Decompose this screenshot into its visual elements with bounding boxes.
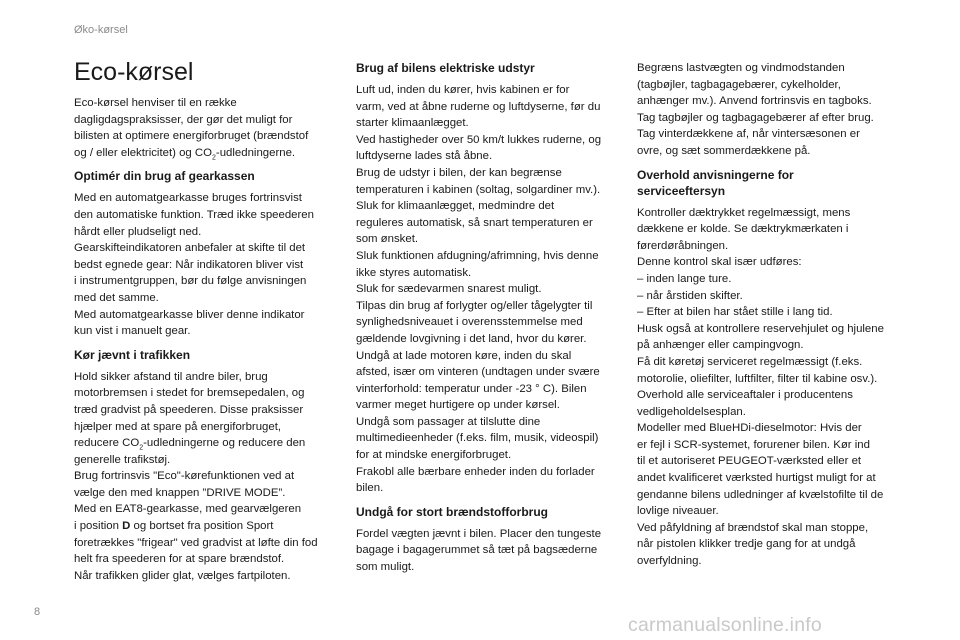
text-line: luftdyserne lades stå åbne. xyxy=(356,150,493,163)
text-line: andet kvalificeret værksted hurtigst muligt for at xyxy=(637,472,876,485)
text-line: som ønsket. xyxy=(356,233,419,246)
text-line: multimedieenheder (f.eks. film, musik, videospil) xyxy=(356,432,599,445)
text-line: ikke styres automatisk. xyxy=(356,266,472,279)
text-line: Modeller med BlueHDi-dieselmotor: Hvis der xyxy=(637,422,862,435)
gearbox-paragraph xyxy=(74,190,336,339)
text-line: helt fra speederen for at spare brændstof. xyxy=(74,553,285,566)
text-line: bilen. xyxy=(356,482,384,495)
text-line: som muligt. xyxy=(356,561,415,574)
text-line: vælge den med knappen ”DRIVE MODE”. xyxy=(74,486,286,499)
page-title: Eco-kørsel xyxy=(74,58,194,86)
section-heading-fuel: Undgå for stort brændstofforbrug xyxy=(356,504,548,519)
text-line: med det samme. xyxy=(74,291,159,304)
text-line: (tagbøjler, tagbagagebærer, cykelholder, xyxy=(637,78,841,91)
text-line: hjælper med at spare på energiforbruget, xyxy=(74,420,282,433)
text-line: vinterforhold: temperatur under -23 ° C). Bilen xyxy=(356,382,587,395)
text-line: overfyldning. xyxy=(637,555,702,568)
text-line: motorolie, oliefilter, luftfilter, filter til kabine osv.). xyxy=(637,372,878,385)
watermark: carmanualsonline.info xyxy=(628,614,822,636)
text-line: Denne kontrol skal især udføres: xyxy=(637,256,802,269)
text-line: træd gradvist på speederen. Disse praksisser xyxy=(74,403,304,416)
text-line: generelle trafikstøj. xyxy=(74,453,171,466)
column-1 xyxy=(74,58,336,584)
text-line: Sluk funktionen afdugning/afrimning, hvis denne xyxy=(356,249,599,262)
text-line: lovlige niveauer. xyxy=(637,505,719,518)
text-line: vedligeholdelsesplan. xyxy=(637,405,746,418)
text-line: anhænger mv.). Anvend fortrinsvis en tagboks. xyxy=(637,95,872,108)
text-line: – Efter at bilen har stået stille i lang tid. xyxy=(637,306,833,319)
text-line: Tag vinterdækkene af, når vintersæsonen er xyxy=(637,128,860,141)
text-line: – når årstiden skifter. xyxy=(637,289,743,302)
text-line: synlighedsniveauet i overensstemmelse med xyxy=(356,316,583,329)
text-line: Sluk for sædevarmen snarest muligt. xyxy=(356,283,542,296)
column-2 xyxy=(356,60,620,576)
text-line: Begræns lastvægten og vindmodstanden xyxy=(637,62,845,74)
text-line: kun vist i manuelt gear. xyxy=(74,325,191,338)
text-line: bedst egnede gear: Når indikatoren bliver vist xyxy=(74,258,304,271)
text-line: på anhænger eller campingvogn. xyxy=(637,339,804,352)
text-line: varmer meget hurtigere op under kørsel. xyxy=(356,399,560,412)
text-line: Undgå at lade motoren køre, inden du skal xyxy=(356,349,572,362)
text-line: i instrumentgruppen, bør du følge anvisningen xyxy=(74,275,307,288)
section-heading-traffic: Kør jævnt i trafikken xyxy=(74,347,191,362)
text-line: Med en EAT8-gearkasse, med gearvælgeren xyxy=(74,503,302,516)
text-line: Når trafikken glider glat, vælges fartpiloten. xyxy=(74,569,291,582)
text-line: Brug de udstyr i bilen, der kan begrænse xyxy=(356,166,562,179)
text-line: varm, ved at åbne ruderne og luftdyserne, før du xyxy=(356,100,601,113)
text-line: er fejl i SCR-systemet, forurener bilen. Kør ind xyxy=(637,438,870,451)
text-line: Ved hastigheder over 50 km/t lukkes ruderne, og xyxy=(356,133,602,146)
text-line: – inden lange ture. xyxy=(637,272,732,285)
text-line: reguleres automatisk, så snart temperaturen er xyxy=(356,216,593,229)
text-line: Overhold alle serviceaftaler i producentens xyxy=(637,389,853,402)
electrical-paragraph xyxy=(356,82,620,497)
section-heading-service: Overhold anvisningerne for serviceeftersyn xyxy=(637,167,794,198)
text-line: starter klimaanlægget. xyxy=(356,117,469,130)
text-line: for at mindske energiforbruget. xyxy=(356,449,512,462)
section-heading-electrical: Brug af bilens elektriske udstyr xyxy=(356,61,535,75)
text-line: Med en automatgearkasse bruges fortrinsvist xyxy=(74,192,302,205)
text-line: Hold sikker afstand til andre biler, brug xyxy=(74,370,268,383)
fuel-paragraph xyxy=(356,526,620,576)
text-line: temperaturen i kabinen (soltag, solgardiner mv.). xyxy=(356,183,601,196)
text-line: foretrækkes "frigear" ved gradvist at løfte din fod xyxy=(74,536,318,549)
text-line: Luft ud, inden du kører, hvis kabinen er for xyxy=(356,84,570,96)
text-line: bagage i bagagerummet så tæt på bagsæderne xyxy=(356,544,598,557)
section-heading-gearbox: Optimér din brug af gearkassen xyxy=(74,169,255,184)
text-line: til et autoriseret PEUGEOT-værksted eller et xyxy=(637,455,862,468)
text-line: ovre, og sæt sommerdækkene på. xyxy=(637,144,811,157)
text-line: Ved påfyldning af brændstof skal man stoppe, xyxy=(637,521,869,534)
text-line: Undgå som passager at tilslutte dine xyxy=(356,415,541,428)
traffic-paragraph: Hold sikker afstand til andre biler, brug motorbremsen i stedet for bremsepedalen, og træd gradvist på speederen. Disse praksisser hjælper med at spare på energiforbruget, reducere $CO_2$-udledningerne og reducere den generelle trafikstøj. Brug fortrinsvis "Eco"-kørefunktionen ved at vælge den med knappen ”DRIVE MODE”. Med en EAT8-gearkasse, med gearvælgeren i position D og bortset fra position Sport foretrækkes "frigear" ved gradvist at løfte din fod helt fra speederen for at spare brændstof. Når trafikken glider glat, vælges fartpiloten. xyxy=(74,370,318,582)
text-line: Fordel vægten jævnt i bilen. Placer den tungeste xyxy=(356,527,602,540)
text-line: Frakobl alle bærbare enheder inden du forlader xyxy=(356,465,595,478)
text-line: Kontroller dæktrykket regelmæssigt, mens xyxy=(637,206,851,219)
load-paragraph xyxy=(637,60,905,160)
text-line: den automatiske funktion. Træd ikke speederen xyxy=(74,208,314,221)
text-line: dækkene er kolde. Se dæktrykmærkaten i xyxy=(637,223,849,236)
text-line: Gearskifteindikatoren anbefaler at skifte til det xyxy=(74,242,306,255)
text-line: Få dit køretøj serviceret regelmæssigt (f.eks. xyxy=(637,355,863,368)
intro-paragraph: Eco-kørsel henviser til en række dagligdagspraksisser, der gør det muligt for bilisten at optimere energiforbruget (brændstof og / eller elektricitet) og $CO_2$-udledningerne. xyxy=(74,97,309,162)
text-line: Tag tagbøjler og tagbagagebærer af efter brug. xyxy=(637,111,874,124)
text-line: Husk også at kontrollere reservehjulet og hjulene xyxy=(637,322,884,335)
text-line: gendanne bilens udledninger af kvælstofilte til de xyxy=(637,488,884,501)
page-number: 8 xyxy=(34,606,41,618)
text-line: førerdøråbningen. xyxy=(637,239,729,252)
text-line: Sluk for klimaanlægget, medmindre det xyxy=(356,200,555,213)
text-line: Med automatgearkasse bliver denne indikator xyxy=(74,308,305,321)
text-line: gældende lovgivning i det land, hvor du kører. xyxy=(356,332,587,345)
text-line: Tilpas din brug af forlygter og/eller tågelygter til xyxy=(356,299,593,312)
column-3 xyxy=(637,60,905,570)
text-line: motorbremsen i stedet for bremsepedalen, og xyxy=(74,387,305,400)
text-line: når pistolen klikker tredje gang for at undgå xyxy=(637,538,856,551)
service-paragraph xyxy=(637,205,905,570)
text-line: Brug fortrinsvis "Eco"-kørefunktionen ved at xyxy=(74,470,295,483)
text-line: hårdt eller pludseligt ned. xyxy=(74,225,202,238)
running-header: Øko-kørsel xyxy=(74,24,128,36)
text-line: afsted, især om vinteren (undtagen under svære xyxy=(356,366,600,379)
